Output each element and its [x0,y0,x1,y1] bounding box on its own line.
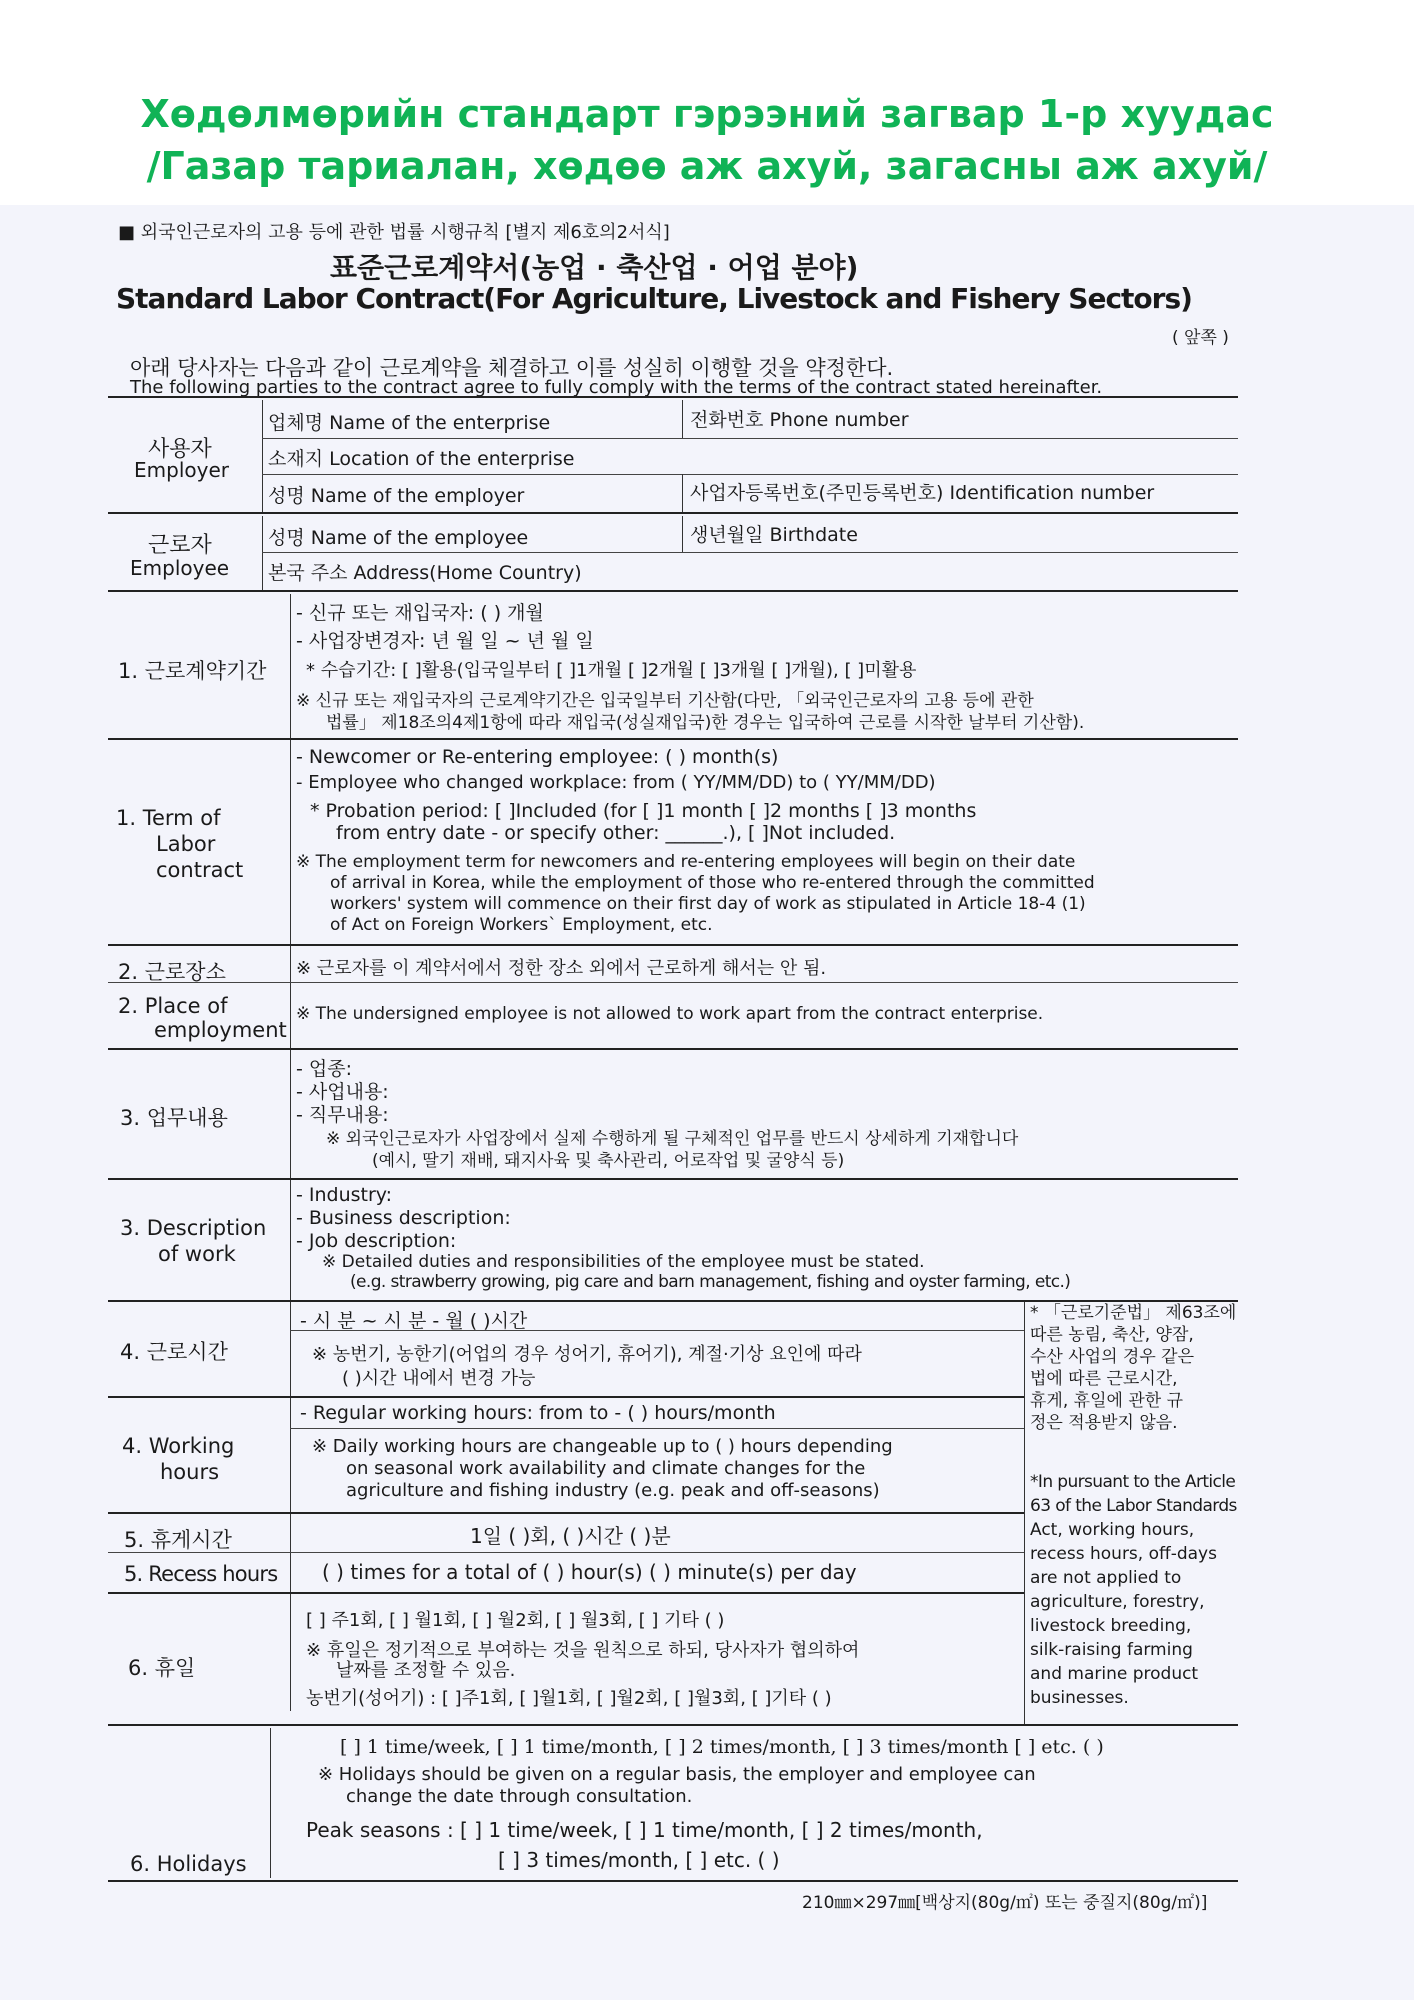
note-divider [1024,1302,1025,1724]
rule [108,982,1238,983]
place-label-en-1: 2. Place of [118,994,228,1018]
column-divider [270,1728,271,1878]
rule [108,590,1238,592]
term-en-line-2: - Employee who changed workplace: from ( YY/MM/DD) to ( YY/MM/DD) [296,772,936,793]
divider [682,400,683,438]
work-ko-line-5: (예시, 딸기 재배, 돼지사육 및 축사관리, 어로작업 및 굴양식 등) [372,1151,845,1171]
rule [108,944,1238,946]
holiday-label-en: 6. Holidays [130,1852,247,1876]
recess-label-en: 5. Recess hours [124,1562,278,1586]
hours-en-line-4: agriculture and fishing industry (e.g. peak and off-seasons) [346,1480,880,1501]
employer-name-field: 성명 Name of the employer [268,485,525,507]
note-en-line: are not applied to [1030,1568,1182,1588]
hours-en-line-1: - Regular working hours: from to - ( ) hours/month [300,1402,776,1424]
note-ko-line: 수산 사업의 경우 같은 [1030,1347,1195,1367]
term-en-line-1: - Newcomer or Re-entering employee: ( ) month(s) [296,746,779,768]
holiday-ko-line-4: 농번기(성어기) : [ ]주1회, [ ]월1회, [ ]월2회, [ ]월3회, [ ]기타 ( ) [306,1688,832,1709]
rule [108,1178,1238,1180]
note-ko-line: 휴게, 휴일에 관한 규 [1030,1391,1183,1411]
place-label-en-2: employment [154,1018,287,1042]
employer-label-en: Employer [134,458,229,482]
note-en-line: livestock breeding, [1030,1616,1192,1636]
rule [290,1330,1024,1331]
rule [290,1428,1024,1429]
identification-number-field: 사업자등록번호(주민등록번호) Identification number [690,482,1155,504]
rule [108,1592,1024,1594]
divider [682,516,683,552]
enterprise-location-field: 소재지 Location of the enterprise [268,448,575,470]
paper-spec-footer: 210㎜×297㎜[백상지(80g/㎡) 또는 중질지(80g/㎡)] [802,1893,1208,1913]
work-ko-line-4: ※ 외국인근로자가 사업장에서 실제 수행하게 될 구체적인 업무를 반드시 상세하게 기재합니다 [326,1129,1019,1149]
holiday-en-line-1: [ ] 1 time/week, [ ] 1 time/month, [ ] 2 times/month, [ ] 3 times/month [ ] etc. ( ) [340,1736,1104,1758]
term-label-en-3: contract [156,858,244,882]
term-label-en-1: 1. Term of [116,806,221,830]
rule [108,1880,1238,1882]
recess-text-en: ( ) times for a total of ( ) hour(s) ( ) minute(s) per day [322,1560,857,1584]
term-en-line-7: workers' system will commence on their first day of work as stipulated in Article 18-4 (1) [330,894,1086,914]
rule [108,1724,1238,1726]
note-ko [1030,1302,1240,1434]
employer-label-ko: 사용자 [148,437,212,462]
place-text-ko: ※ 근로자를 이 계약서에서 정한 장소 외에서 근로하게 해서는 안 됨. [296,958,827,979]
employee-label-en: Employee [130,556,230,580]
place-label-ko: 2. 근로장소 [118,960,226,984]
work-label-ko: 3. 업무내용 [120,1106,228,1130]
divider [682,474,683,512]
banner-line-2: /Газар тариалан, хөдөө аж ахуй, загасны аж ахуй/ [146,144,1268,188]
hours-ko-line-2: ※ 농번기, 농한기(어업의 경우 성어기, 휴어기), 계절·기상 요인에 따라 [312,1344,862,1365]
place-text-en: ※ The undersigned employee is not allowed to work apart from the contract enterprise. [296,1004,1044,1024]
enterprise-name-field: 업체명 Name of the enterprise [268,412,551,434]
work-en-line-3: - Job description: [296,1230,457,1252]
work-en-line-1: - Industry: [296,1184,393,1206]
work-ko-line-2: - 사업내용: [296,1081,389,1103]
note-ko-line: * 「근로기준법」 제63조에 [1030,1303,1237,1323]
note-en-line: businesses. [1030,1688,1129,1708]
term-ko-line-2: - 사업장변경자: 년 월 일 ~ 년 월 일 [296,630,594,652]
term-ko-line-1: - 신규 또는 재입국자: ( ) 개월 [296,602,544,624]
work-en-line-2: - Business description: [296,1207,511,1229]
title-korean: 표준근로계약서(농업 · 축산업 · 어업 분야) [330,251,859,284]
note-en [1030,1470,1240,1710]
term-en-line-3: * Probation period: [ ]Included (for [ ]1 month [ ]2 months [ ]3 months [310,800,977,822]
term-en-line-8: of Act on Foreign Workers` Employment, etc. [330,915,713,935]
note-ko-line: 따른 농림, 축산, 양잠, [1030,1325,1194,1345]
hours-en-line-2: ※ Daily working hours are changeable up to ( ) hours depending [312,1436,893,1457]
banner-title [0,88,1414,192]
hours-label-ko: 4. 근로시간 [120,1340,228,1364]
holiday-en-line-5: [ ] 3 times/month, [ ] etc. ( ) [498,1848,780,1872]
rule [262,552,1238,553]
note-ko-line: 법에 따른 근로시간, [1030,1369,1178,1389]
rule [108,1552,1024,1553]
recess-label-ko: 5. 휴게시간 [124,1528,232,1552]
holiday-en-line-2: ※ Holidays should be given on a regular basis, the employer and employee can [318,1764,1036,1785]
note-en-line: agriculture, forestry, [1030,1592,1205,1612]
term-label-en-2: Labor [156,832,216,856]
title-english: Standard Labor Contract(For Agriculture, Livestock and Fishery Sectors) [116,282,1192,315]
note-ko-line: 정은 적용받지 않음. [1030,1413,1178,1433]
work-label-en-2: of work [158,1242,236,1266]
rule [108,512,1238,514]
note-en-line: and marine product [1030,1664,1199,1684]
hours-ko-line-3: ( )시간 내에서 변경 가능 [342,1368,536,1389]
work-ko-line-1: - 업종: [296,1058,353,1080]
work-en-line-4: ※ Detailed duties and responsibilities of the employee must be stated. [322,1252,925,1272]
recess-text-ko: 1일 ( )회, ( )시간 ( )분 [470,1524,671,1548]
work-label-en-1: 3. Description [120,1216,267,1240]
term-ko-line-3: * 수습기간: [ ]활용(입국일부터 [ ]1개월 [ ]2개월 [ ]3개월 [ ]개월), [ ]미활용 [306,660,917,681]
note-en-line: *In pursuant to the Article [1030,1472,1236,1492]
employee-label-ko: 근로자 [148,533,212,558]
holiday-en-line-4: Peak seasons : [ ] 1 time/week, [ ] 1 time/month, [ ] 2 times/month, [306,1818,983,1842]
holiday-ko-line-1: [ ] 주1회, [ ] 월1회, [ ] 월2회, [ ] 월3회, [ ] 기타 ( ) [306,1610,725,1631]
banner-line-1: Хөдөлмөрийн стандарт гэрээний загвар 1-р хуудас [140,92,1274,136]
term-en-line-6: of arrival in Korea, while the employment of those who re-entered through the committed [330,873,1095,893]
work-ko-line-3: - 직무내용: [296,1104,389,1126]
rule [108,1396,1024,1398]
divider [262,516,263,590]
divider [262,400,263,512]
rule [262,474,1238,475]
rule [108,738,1238,740]
hours-en-line-3: on seasonal work availability and climate changes for the [346,1458,866,1479]
term-en-line-5: ※ The employment term for newcomers and re-entering employees will begin on their date [296,852,1076,872]
note-en-line: recess hours, off-days [1030,1544,1217,1564]
birthdate-field: 생년월일 Birthdate [690,524,858,546]
holiday-en-line-3: change the date through consultation. [346,1786,693,1807]
rule [108,1512,1024,1514]
term-en-line-4: from entry date - or specify other: ______.), [ ]Not included. [336,822,896,844]
hours-label-en-1: 4. Working [122,1434,235,1458]
employee-name-field: 성명 Name of the employee [268,527,529,549]
page-side-label: ( 앞쪽 ) [1172,328,1229,348]
rule [262,438,1238,439]
rule [108,1048,1238,1050]
holiday-ko-line-3: 날짜를 조정할 수 있음. [336,1660,516,1681]
hours-ko-line-1: - 시 분 ~ 시 분 - 월 ( )시간 [300,1310,528,1332]
note-en-line: Act, working hours, [1030,1520,1195,1540]
holiday-label-ko: 6. 휴일 [128,1656,196,1680]
term-ko-line-4: ※ 신규 또는 재입국자의 근로계약기간은 입국일부터 기산함(다만, 「외국인근로자의 고용 등에 관한 [296,691,1034,711]
note-en-line: 63 of the Labor Standards [1030,1496,1237,1516]
note-en-line: silk-raising farming [1030,1640,1193,1660]
phone-number-field: 전화번호 Phone number [690,409,909,431]
intro-english: The following parties to the contract agree to fully comply with the terms of the contract stated hereinafter. [130,377,1103,398]
rule [108,396,1238,398]
work-en-line-5: (e.g. strawberry growing, pig care and barn management, fishing and oyster farming, etc.) [350,1272,1071,1292]
column-divider [290,594,291,1711]
intro-korean: 아래 당사자는 다음과 같이 근로계약을 체결하고 이를 성실히 이행할 것을 약정한다. [130,356,894,380]
hours-label-en-2: hours [160,1460,220,1484]
holiday-ko-line-2: ※ 휴일은 정기적으로 부여하는 것을 원칙으로 하되, 당사자가 협의하여 [306,1640,860,1661]
term-label-ko: 1. 근로계약기간 [118,659,267,683]
home-address-field: 본국 주소 Address(Home Country) [268,562,582,584]
form-reference: ■ 외국인근로자의 고용 등에 관한 법률 시행규칙 [별지 제6호의2서식] [118,222,670,243]
term-ko-line-5: 법률」 제18조의4제1항에 따라 재입국(성실재입국)한 경우는 입국하여 근로를 시작한 날부터 기산함). [326,713,1085,733]
